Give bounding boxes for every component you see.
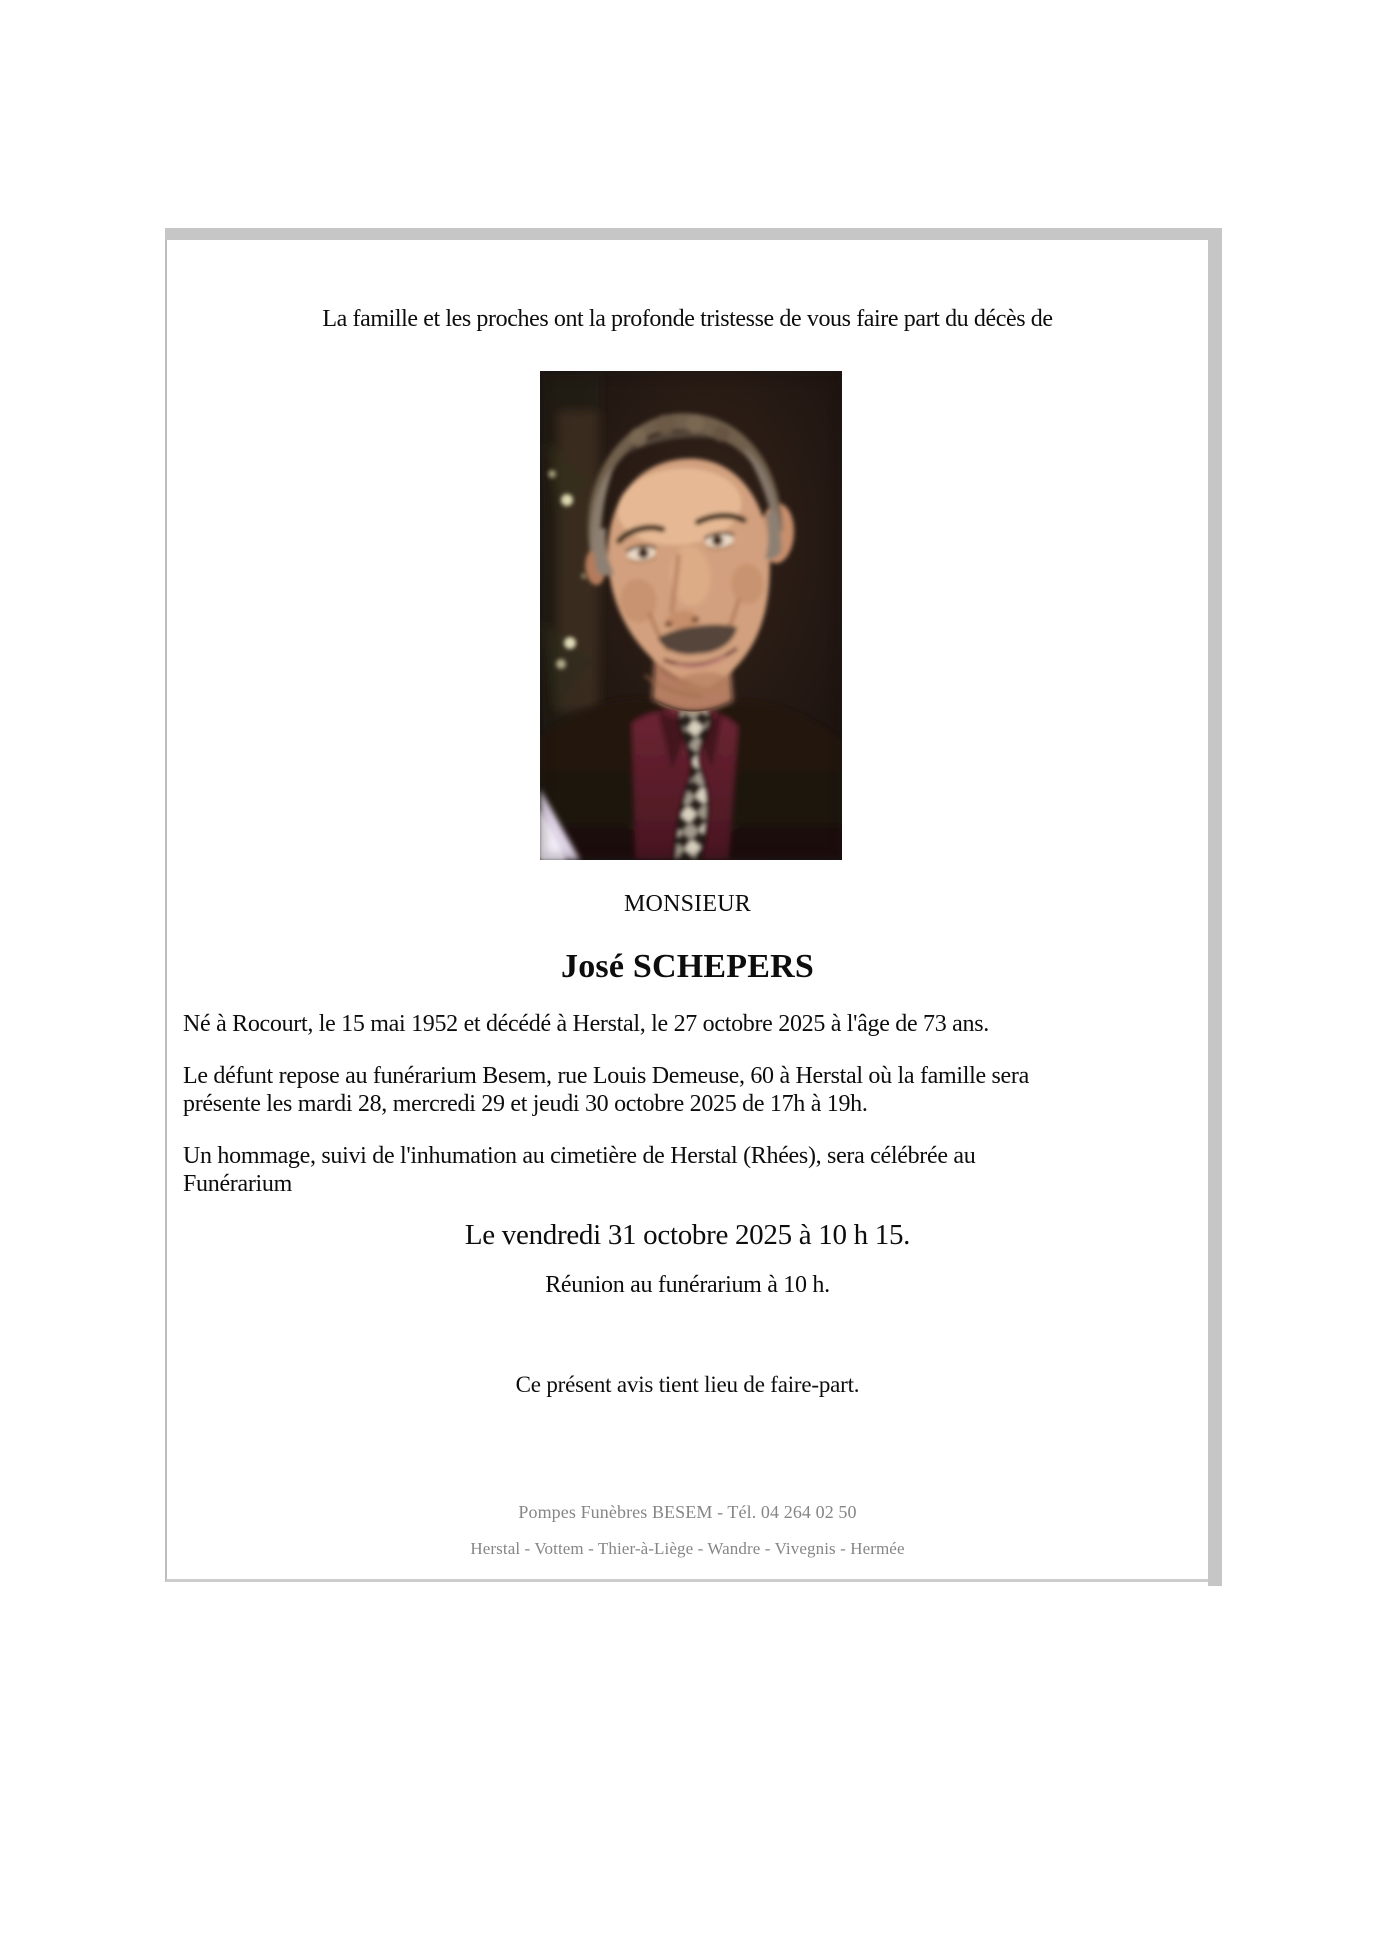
avis-line: Ce présent avis tient lieu de faire-part. [515, 1372, 860, 1397]
deceased-portrait-photo [540, 371, 842, 860]
ceremony-date-line: Le vendredi 31 octobre 2025 à 10 h 15. [464, 1219, 911, 1251]
card-shadow-top [165, 228, 1222, 240]
deceased-name: José SCHEPERS [561, 948, 814, 985]
repose-line-1: Le défunt repose au funérarium Besem, rue Louis Demeuse, 60 à Herstal où la famille sera [183, 1063, 1029, 1089]
intro-line: La famille et les proches ont la profonde tristesse de vous faire part du décès de [322, 306, 1053, 332]
meeting-line: Réunion au funérarium à 10 h. [545, 1272, 830, 1298]
birth-death-line: Né à Rocourt, le 15 mai 1952 et décédé à Herstal, le 27 octobre 2025 à l'âge de 73 ans. [183, 1011, 989, 1037]
locations-line: Herstal - Vottem - Thier-à-Liège - Wandre - Vivegnis - Hermée [470, 1539, 905, 1558]
notice-card [165, 228, 1222, 1586]
repose-line-2: présente les mardi 28, mercredi 29 et jeudi 30 octobre 2025 de 17h à 19h. [183, 1091, 868, 1117]
funeral-home-line: Pompes Funèbres BESEM - Tél. 04 264 02 50 [518, 1502, 857, 1522]
civility-label: MONSIEUR [624, 891, 751, 917]
repose-paragraph [183, 1062, 1029, 1118]
portrait-illustration [540, 371, 842, 860]
hommage-paragraph [183, 1142, 975, 1198]
hommage-line-1: Un hommage, suivi de l'inhumation au cimetière de Herstal (Rhées), sera célébrée au [183, 1143, 976, 1169]
card-shadow-right [1208, 228, 1222, 1586]
hommage-line-2: Funérarium [183, 1171, 292, 1197]
notice-sheet [165, 240, 1208, 1582]
